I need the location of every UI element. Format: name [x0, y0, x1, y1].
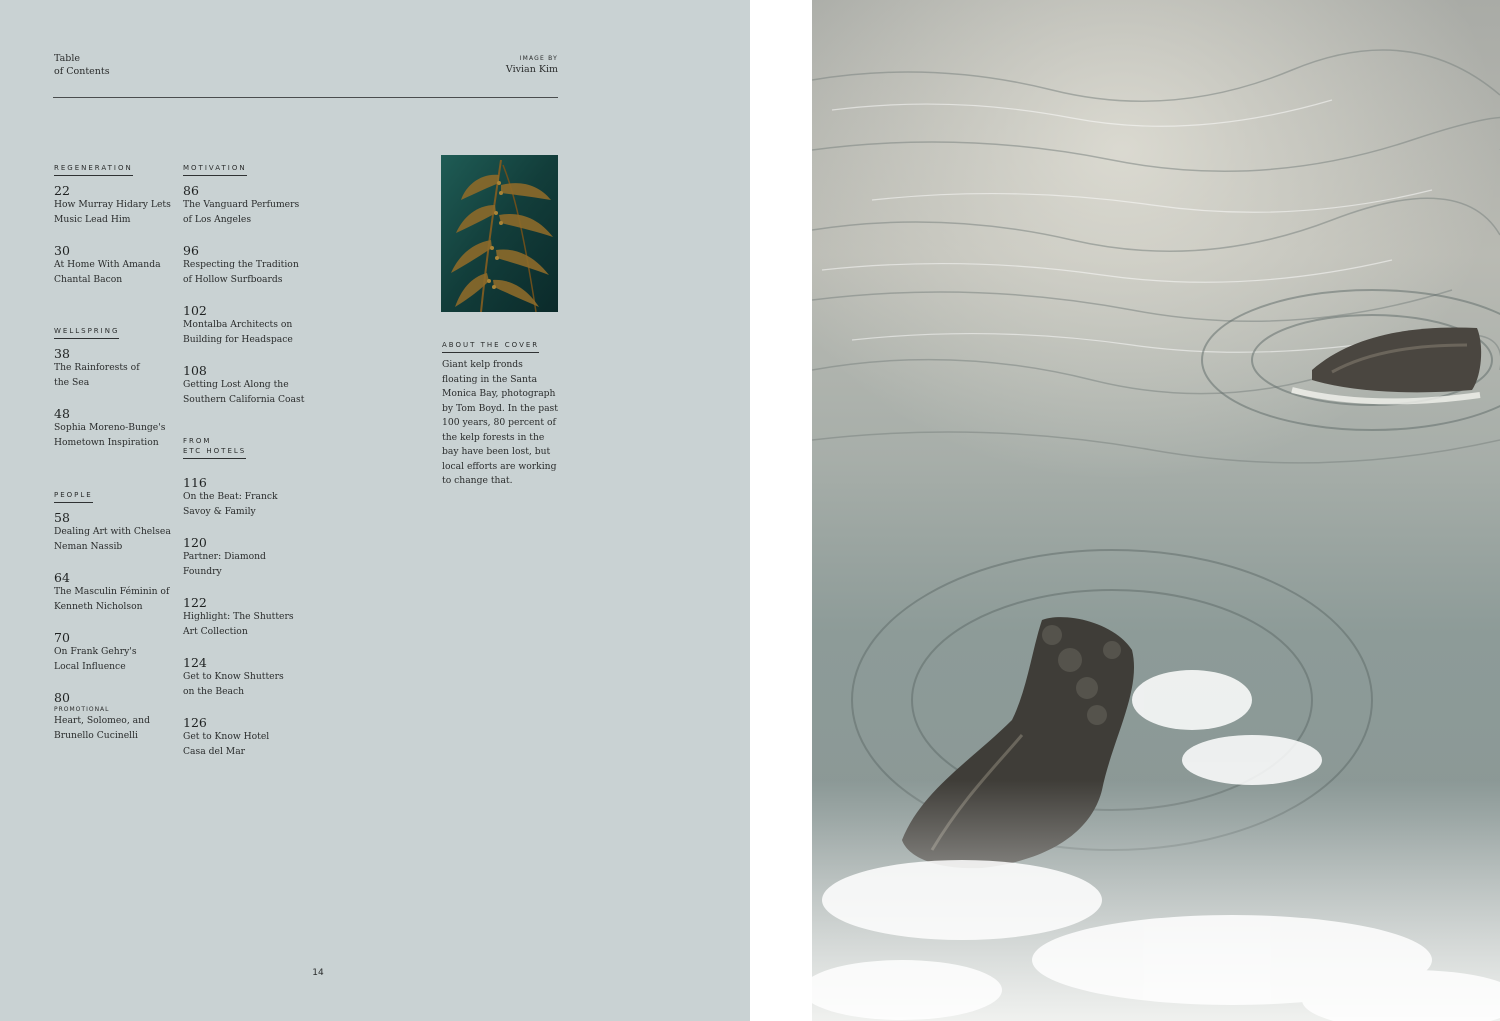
entry-title: On Frank Gehry's Local Influence — [54, 646, 137, 672]
toc-entry[interactable] — [54, 510, 179, 554]
page-number: 96 — [183, 243, 199, 258]
page-number: 22 — [54, 183, 70, 198]
toc-entry[interactable] — [183, 535, 308, 579]
section-heading: PEOPLE — [54, 490, 93, 503]
page-title-line1: Table — [54, 53, 81, 64]
entry-title: On the Beat: Franck Savoy & Family — [183, 491, 278, 517]
toc-entry[interactable] — [183, 475, 308, 519]
toc-entry[interactable] — [54, 570, 179, 614]
about-the-cover-text: Giant kelp fronds floating in the Santa Monica Bay, photograph by Tom Boyd. In the past 100 years, 80 percent of the kelp forests in the bay have been lost, but local efforts are working to change that. — [442, 359, 558, 486]
ocean-rocks-photo — [812, 0, 1500, 1021]
page-title-line2: of Contents — [54, 66, 110, 77]
toc-entry[interactable] — [54, 406, 179, 450]
toc-entry[interactable] — [54, 630, 179, 674]
entry-title: How Murray Hidary Lets Music Lead Him — [54, 199, 171, 225]
entry-title: The Masculin Féminin of Kenneth Nicholson — [54, 586, 170, 612]
section-motivation — [183, 155, 247, 176]
toc-entry[interactable] — [183, 655, 308, 699]
entry-title: The Vanguard Perfumers of Los Angeles — [183, 199, 300, 225]
section-heading: REGENERATION — [54, 163, 133, 176]
page-number: 122 — [183, 595, 207, 610]
entry-title: The Rainforests of the Sea — [54, 362, 140, 388]
page-number: 30 — [54, 243, 70, 258]
toc-entry[interactable] — [183, 243, 308, 287]
page-number: 126 — [183, 715, 207, 730]
toc-entry[interactable] — [183, 595, 308, 639]
section-regeneration — [54, 155, 133, 176]
entry-title: Get to Know Hotel Casa del Mar — [183, 731, 270, 757]
section-etc-hotels — [183, 436, 246, 459]
toc-entry[interactable] — [183, 715, 308, 759]
entry-title: Sophia Moreno-Bunge's Hometown Inspiration — [54, 422, 166, 448]
toc-entry[interactable] — [54, 690, 179, 743]
section-heading: FROM ETC HOTELS — [183, 436, 246, 459]
page-number: 108 — [183, 363, 207, 378]
toc-entry[interactable] — [183, 363, 308, 407]
header-rule — [53, 97, 558, 98]
page-number: 86 — [183, 183, 199, 198]
image-credit-label: IMAGE BY — [519, 55, 558, 62]
entry-title: Get to Know Shutters on the Beach — [183, 671, 284, 697]
entry-kicker: PROMOTIONAL — [54, 706, 110, 713]
page-number: 64 — [54, 570, 70, 585]
section-heading: MOTIVATION — [183, 163, 247, 176]
about-the-cover-heading: ABOUT THE COVER — [442, 332, 539, 353]
page-number-folio: 14 — [312, 968, 324, 978]
toc-entry[interactable] — [183, 183, 308, 227]
page-number: 124 — [183, 655, 207, 670]
section-wellspring — [54, 318, 119, 339]
page-number: 80 — [54, 690, 70, 705]
image-credit-name: Vivian Kim — [505, 64, 558, 75]
entry-title: Highlight: The Shutters Art Collection — [183, 611, 294, 637]
toc-entry[interactable] — [54, 243, 179, 287]
entry-title: Dealing Art with Chelsea Neman Nassib — [54, 526, 171, 552]
page-number: 48 — [54, 406, 70, 421]
entry-title: Respecting the Tradition of Hollow Surfboards — [183, 259, 299, 285]
cover-thumbnail-kelp-image — [441, 155, 558, 312]
toc-entry[interactable] — [54, 183, 179, 227]
page-gutter — [750, 0, 812, 1021]
toc-entry[interactable] — [183, 303, 308, 347]
entry-title: At Home With Amanda Chantal Bacon — [54, 259, 161, 285]
entry-title: Getting Lost Along the Southern California Coast — [183, 379, 305, 405]
page-number: 102 — [183, 303, 207, 318]
image-credit — [506, 54, 558, 76]
section-heading: WELLSPRING — [54, 326, 119, 339]
page-number: 70 — [54, 630, 70, 645]
entry-title: Montalba Architects on Building for Headspace — [183, 319, 293, 345]
page-number: 120 — [183, 535, 207, 550]
page-number: 58 — [54, 510, 70, 525]
entry-title: Heart, Solomeo, and Brunello Cucinelli — [54, 715, 150, 741]
entry-title: Partner: Diamond Foundry — [183, 551, 266, 577]
toc-entry[interactable] — [54, 346, 179, 390]
page-number: 116 — [183, 475, 207, 490]
page-number: 38 — [54, 346, 70, 361]
page-title — [54, 52, 194, 78]
section-people — [54, 482, 93, 503]
